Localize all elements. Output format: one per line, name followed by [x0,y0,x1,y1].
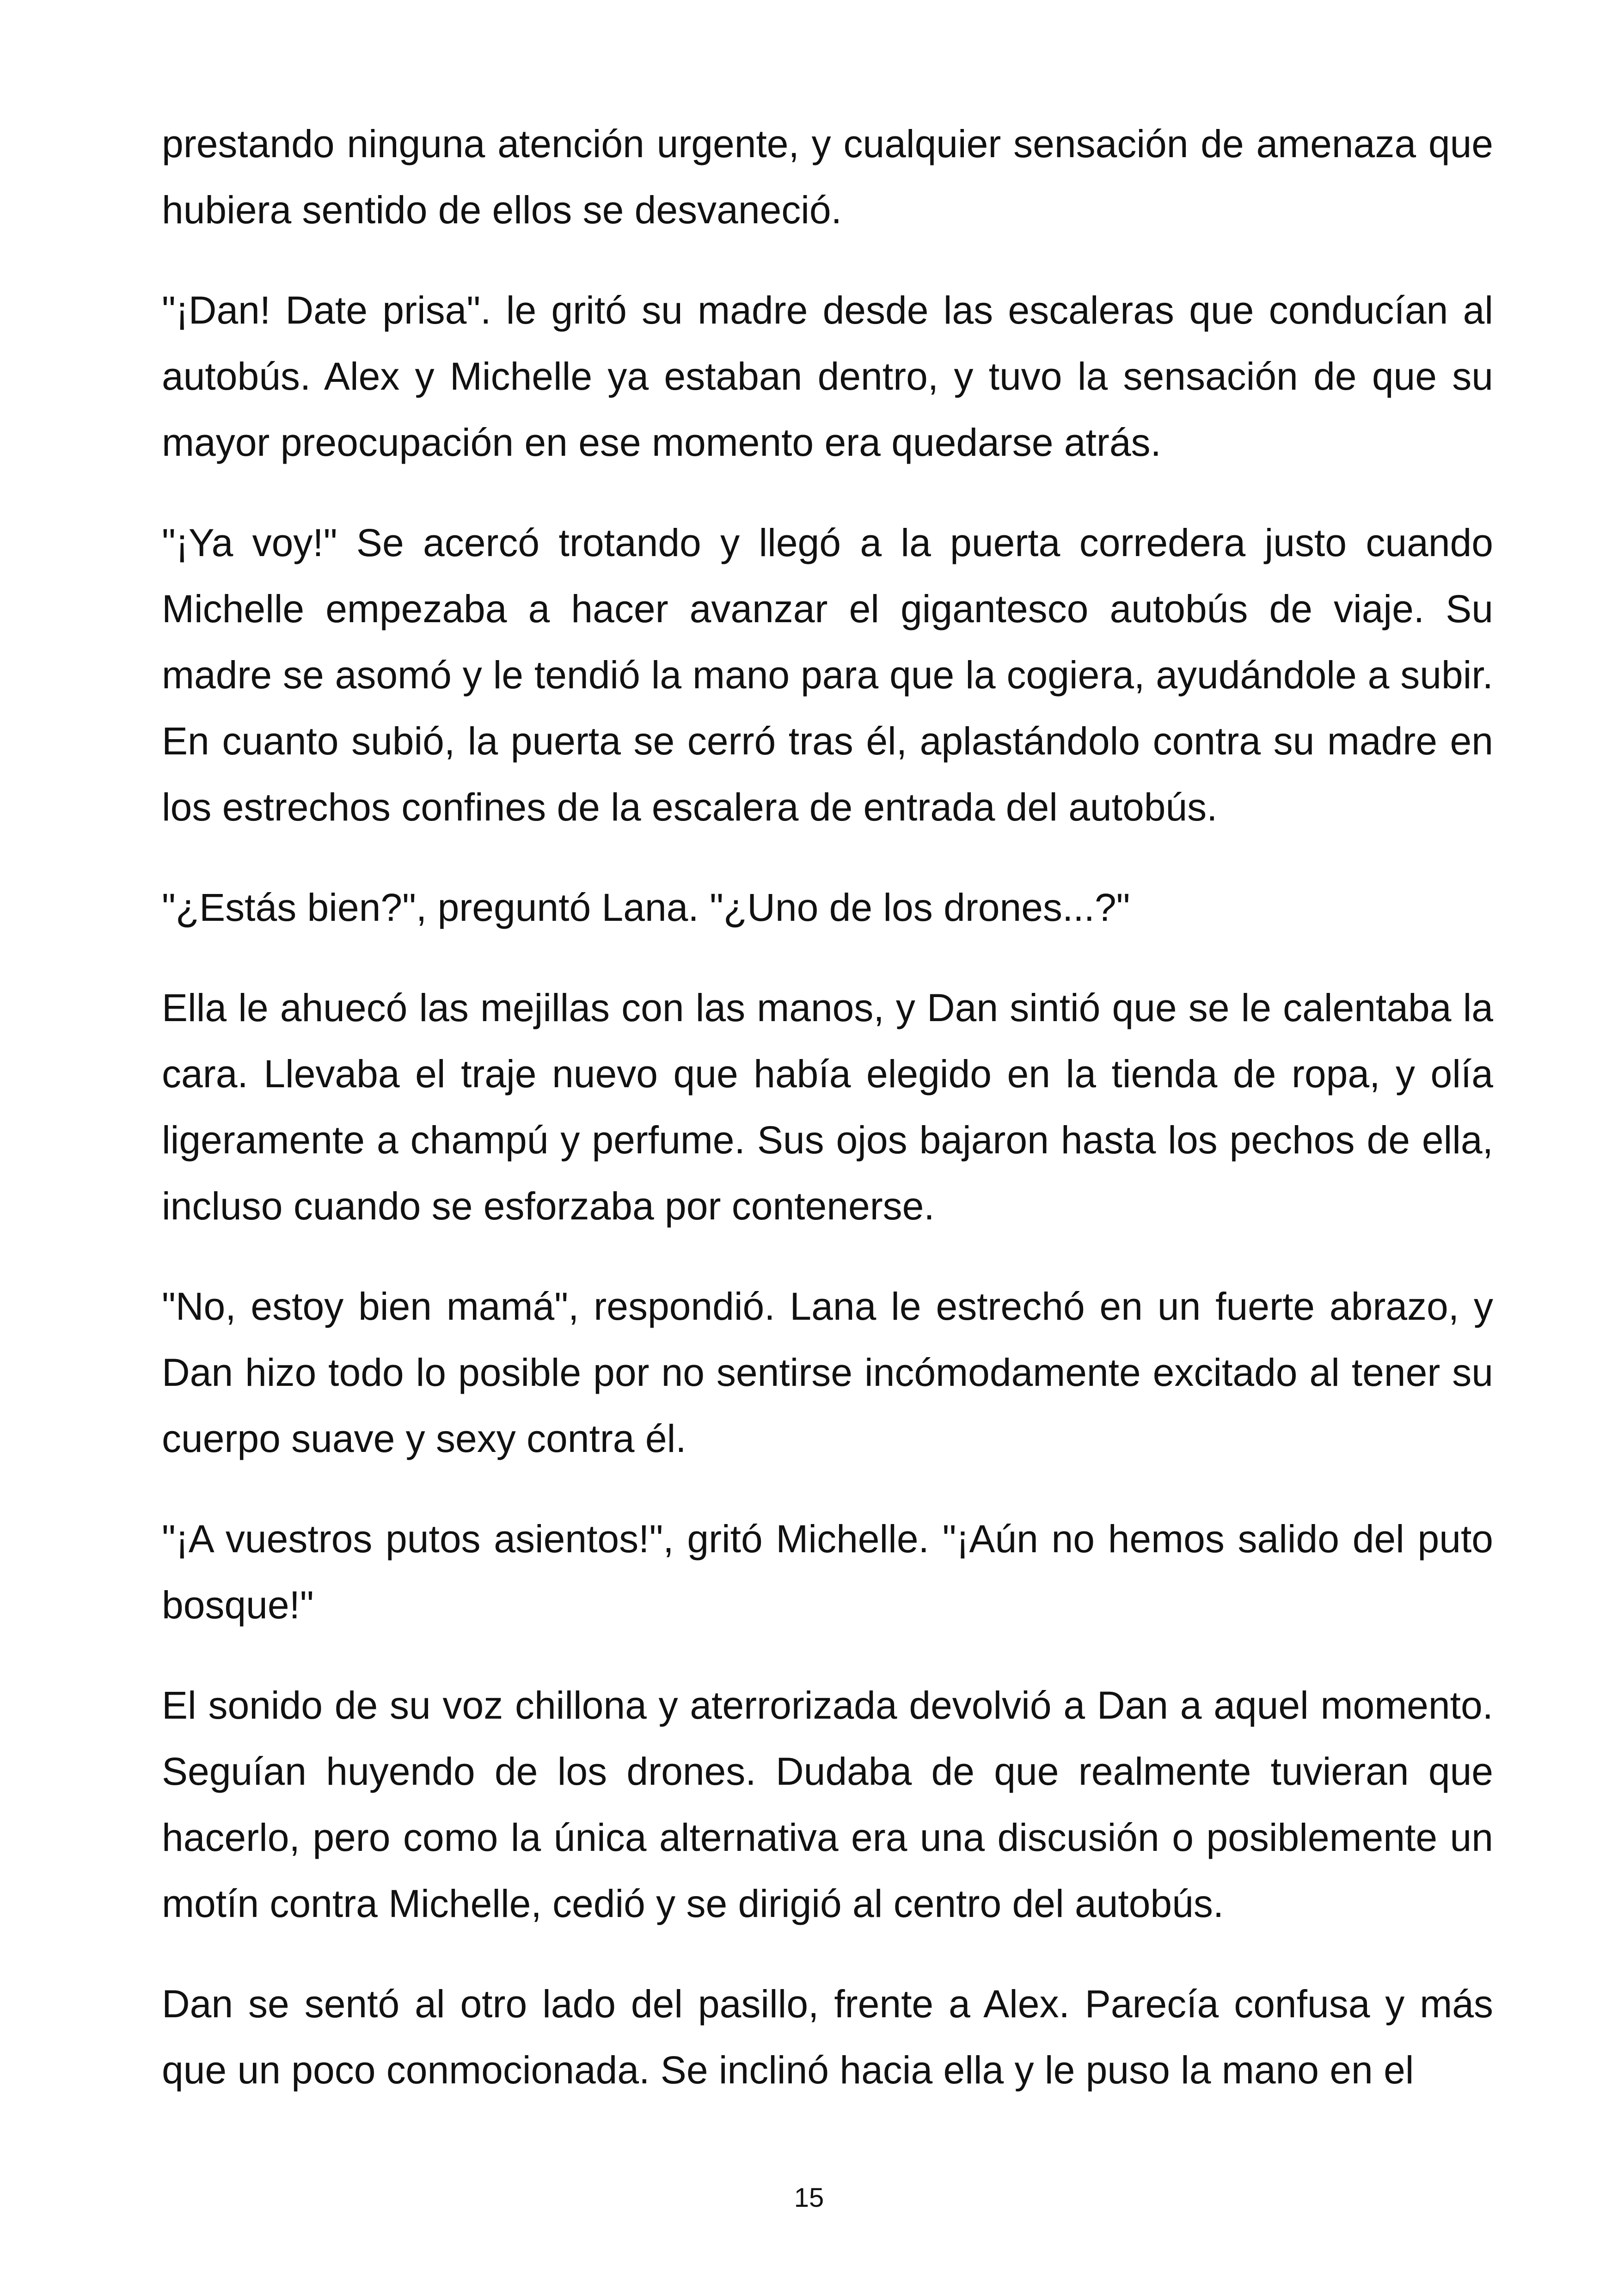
paragraph-9: Dan se sentó al otro lado del pasillo, frente a Alex. Parecía confusa y más que un poco conmocionada. Se inclinó hacia ella y le puso la mano en el [162,1982,1493,2092]
paragraph-2: "¡Dan! Date prisa". le gritó su madre desde las escaleras que conducían al autobús. Alex y Michelle ya estaban dentro, y tuvo la sensación de que su mayor preocupación en ese momento era quedarse atrás. [162,288,1493,464]
paragraph-6: "No, estoy bien mamá", respondió. Lana le estrechó en un fuerte abrazo, y Dan hizo todo lo posible por no sentirse incómodamente excitado al tener su cuerpo suave y sexy contra él. [162,1285,1493,1460]
page-number: 15 [794,2183,824,2213]
paragraph-8: El sonido de su voz chillona y aterrorizada devolvió a Dan a aquel momento. Seguían huyendo de los drones. Dudaba de que realmente tuvieran que hacerlo, pero como la única alternativa era una discusión o posiblemente un motín contra Michelle, cedió y se dirigió al centro del autobús. [162,1684,1493,1925]
paragraph-5: Ella le ahuecó las mejillas con las manos, y Dan sintió que se le calentaba la cara. Llevaba el traje nuevo que había elegido en la tienda de ropa, y olía ligeramente a champú y perfume. Sus ojos bajaron hasta los pechos de ella, incluso cuando se esforzaba por contenerse. [162,986,1493,1228]
paragraph-1: prestando ninguna atención urgente, y cualquier sensación de amenaza que hubiera sentido de ellos se desvaneció. [162,122,1493,232]
paragraph-4: "¿Estás bien?", preguntó Lana. "¿Uno de los drones...?" [162,886,1130,929]
paragraph-7: "¡A vuestros putos asientos!", gritó Michelle. "¡Aún no hemos salido del puto bosque!" [162,1517,1493,1627]
paragraph-3: "¡Ya voy!" Se acercó trotando y llegó a la puerta corredera justo cuando Michelle empezaba a hacer avanzar el gigantesco autobús de viaje. Su madre se asomó y le tendió la mano para que la cogiera, ayudándole a subir. En cuanto subió, la puerta se cerró tras él, aplastándolo contra su madre en los estrechos confines de la escalera de entrada del autobús. [162,521,1493,829]
page-body [162,111,1493,2182]
